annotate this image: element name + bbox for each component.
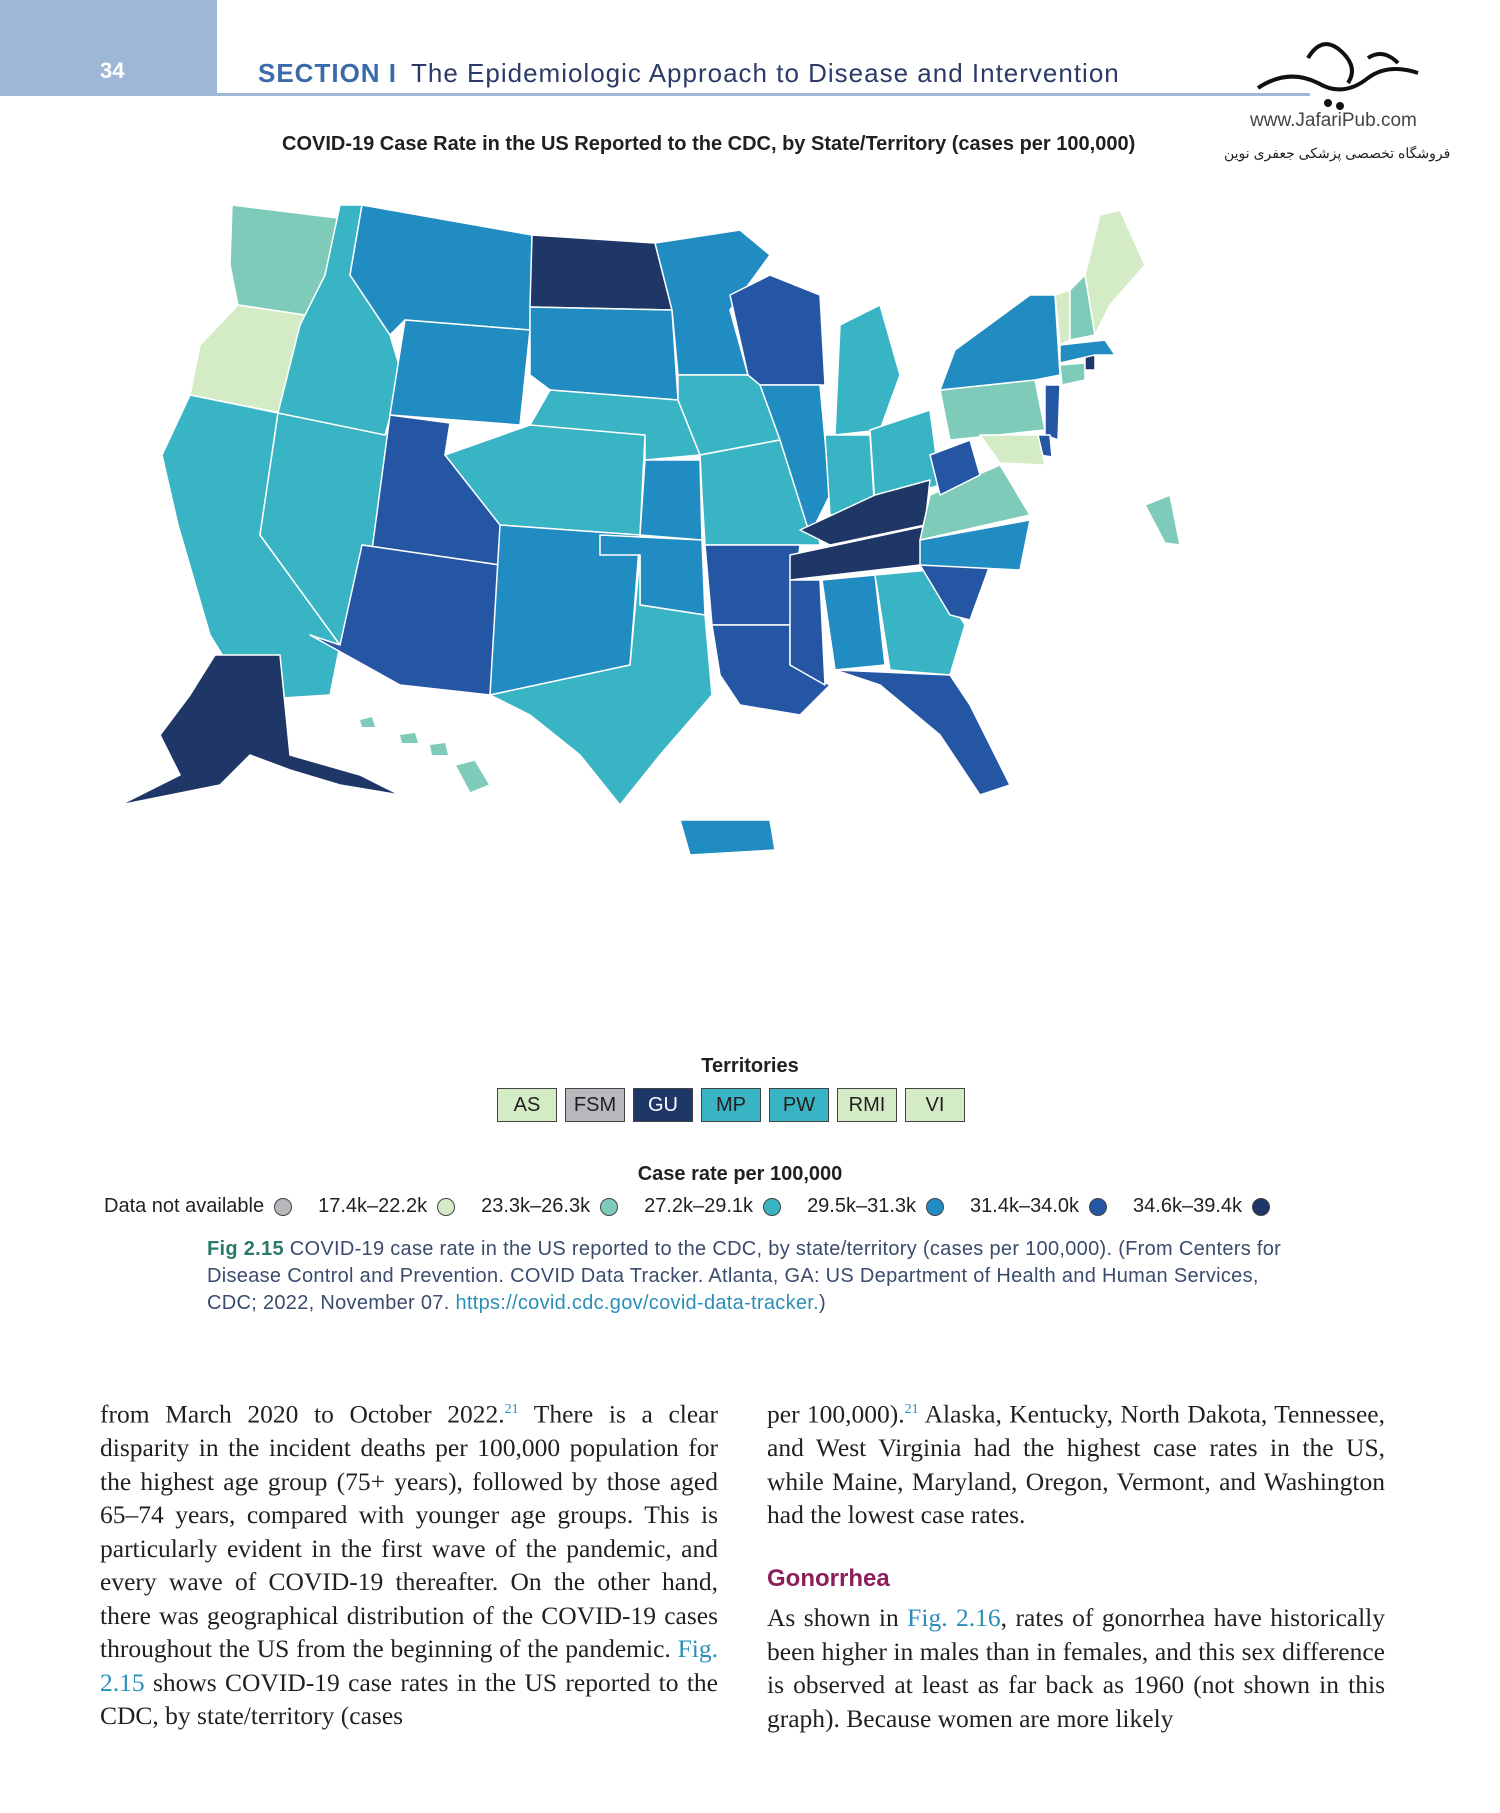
state-AR [705,545,800,625]
legend-label: 17.4k–22.2k [318,1195,428,1217]
legend-swatch [926,1198,944,1216]
page-number: 34 [100,58,125,83]
legend [104,1195,1296,1218]
territory-mp: MP [701,1088,761,1122]
caption-label: Fig 2.15 [207,1238,284,1260]
legend-swatch [1252,1198,1270,1216]
state-CT [1060,363,1085,385]
figure-caption [207,1236,1307,1317]
body-paragraph [100,1393,718,1733]
state-PR [680,820,775,855]
state-AK [120,655,400,805]
section-title: The Epidemiologic Approach to Disease and Intervention [411,58,1120,88]
legend-label: 27.2k–29.1k [644,1195,754,1217]
figure-ref-link[interactable]: Fig. 2.16 [907,1603,1001,1632]
body-text: per 100,000). [767,1399,905,1429]
state-HI-islet [360,717,375,727]
territory-offshore [1145,495,1180,545]
caption-link[interactable]: https://covid.cdc.gov/covid-data-tracker. [455,1292,820,1314]
state-MI [835,305,900,435]
legend-swatch [437,1198,455,1216]
state-MT [350,205,532,335]
legend-swatch [763,1198,781,1216]
territory-fsm: FSM [565,1088,625,1122]
state-FL [835,670,1010,795]
territory-gu: GU [633,1088,693,1122]
us-choropleth-map [100,195,1400,1025]
body-column-right [767,1393,1385,1735]
state-NY [940,295,1060,390]
state-SD [530,307,678,400]
legend-item [644,1195,781,1218]
body-paragraph [767,1393,1385,1532]
legend-heading: Case rate per 100,000 [637,1163,843,1185]
citation-ref[interactable]: 21 [504,1402,519,1417]
legend-item [807,1195,944,1218]
state-WY [390,320,530,425]
legend-label: 31.4k–34.0k [970,1195,1080,1217]
legend-label: 34.6k–39.4k [1133,1195,1243,1217]
body-column-left [100,1393,718,1733]
state-ME [1085,210,1145,335]
body-text: As shown in [767,1603,908,1632]
legend-item [1133,1195,1270,1218]
body-text: There is a clear disparity in the incident deaths per 100,000 population for the highest age group (75+ years), followed by those aged 65–74 years, compared with younger age groups. This is particularly evident in the first wave of the pandemic, and every wave of COVID-19 thereafter. On the other hand, there was geographical distribution of the COVID-19 cases throughout the US from the beginning of the pandemic. [100,1399,718,1663]
territory-as: AS [497,1088,557,1122]
section-label: SECTION I [258,58,398,88]
legend-swatch [274,1198,292,1216]
legend-item [318,1195,455,1218]
legend-label: 23.3k–26.3k [481,1195,591,1217]
state-ND [530,235,672,310]
state-MD [980,435,1045,465]
citation-ref[interactable]: 21 [904,1402,919,1417]
body-text: shows COVID-19 case rates in the US reported to the CDC, by state/territory (cases [100,1667,718,1730]
state-HI [455,760,490,793]
territory-pw: PW [769,1088,829,1122]
territory-vi: VI [905,1088,965,1122]
figure-ref-link[interactable]: Fig. 2.15 [100,1634,718,1697]
state-AL [822,575,885,670]
legend-label: Data not available [104,1195,265,1217]
territories-heading: Territories [701,1055,799,1077]
territory-row [497,1088,965,1122]
legend-item [970,1195,1107,1218]
body-text: , rates of gonorrhea have historically been higher in males than in females, and this sex difference is observed at least as far back as 1960 (not shown in this graph). Because women are more likely [767,1603,1385,1733]
body-text: Alaska, Kentucky, North Dakota, Tennessee, and West Virginia had the highest case rates in the US, while Maine, Maryland, Oregon, Vermont, and Washington had the lowest case rates. [767,1399,1385,1529]
body-paragraph [767,1601,1385,1735]
caption-text: COVID-19 case rate in the US reported to the CDC, by state/territory (cases per 100,000). (From Centers for Disease Control and Prevention. COVID Data Tracker. Atlanta, GA: US Department of Health and Human Services, CDC; 2022, November 07. [207,1238,1282,1314]
legend-swatch [600,1198,618,1216]
figure-title: COVID-19 Case Rate in the US Reported to the CDC, by State/Territory (cases per 100,000) [282,133,1136,155]
logo-url: www.JafariPub.com [1250,110,1417,131]
legend-item [104,1195,292,1218]
logo-tagline: فروشگاه تخصصی پزشکی جعفری نوین [1224,145,1451,161]
running-head [258,58,1120,89]
state-KS [640,460,702,540]
body-text: from March 2020 to October 2022. [100,1399,505,1429]
section-heading: Gonorrhea [767,1564,890,1592]
territory-rmi: RMI [837,1088,897,1122]
legend-swatch [1089,1198,1107,1216]
header-rule [0,93,1310,96]
state-NJ [1045,385,1060,440]
legend-item [481,1195,618,1218]
caption-end: ) [819,1292,826,1314]
state-HI-islet-2 [400,733,418,743]
legend-label: 29.5k–31.3k [807,1195,917,1217]
state-HI-islet-3 [430,743,448,755]
